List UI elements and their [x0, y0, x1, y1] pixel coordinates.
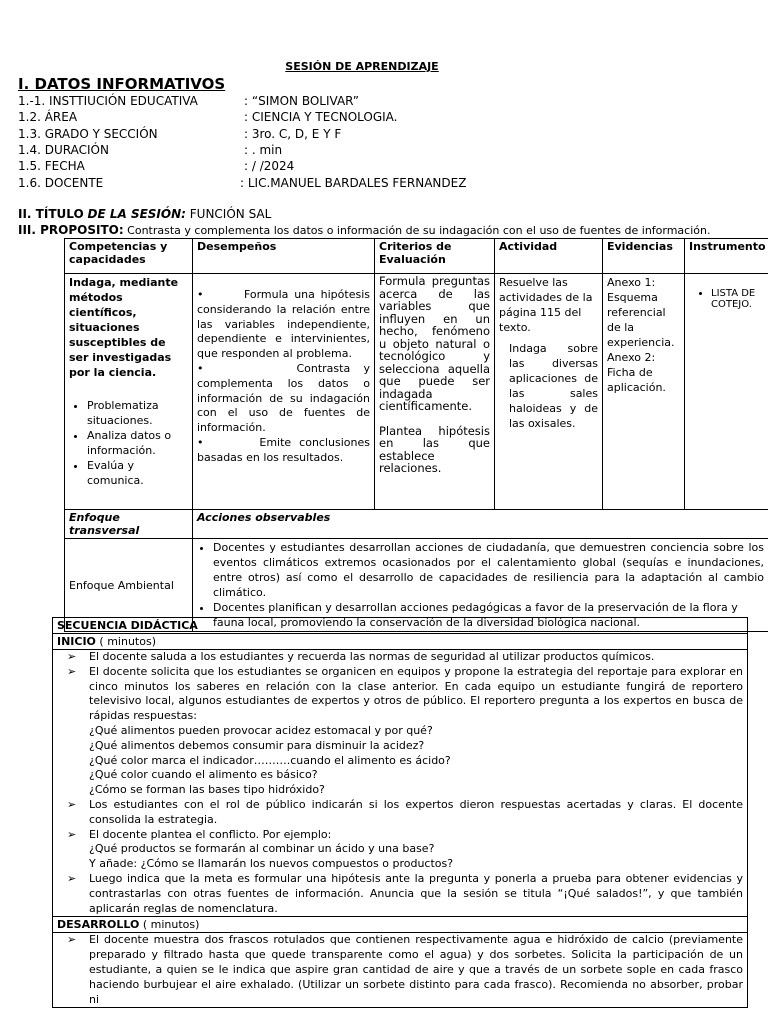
- session-title-value: FUNCIÓN SAL: [185, 207, 272, 221]
- instrumento-item: • LISTA DE COTEJO.: [711, 288, 764, 310]
- header-instrumento: Instrumento: [685, 239, 768, 274]
- inicio-body: [53, 650, 748, 917]
- desarrollo-list: [57, 933, 743, 1007]
- secuencia-table: [52, 617, 748, 1008]
- list-item: • Evalúa y comunica.: [87, 458, 188, 488]
- list-item: ➢ El docente muestra dos frascos rotulados que contienen respectivamente agua e hidróxido de calcio (previamente preparado y filtrado hasta que quede transparente como el agua) y dos sorbetes. Solicita la participación de un estudiante, a quien se le indica que aspire gran cantidad de aire y que a través de un sorbete sople en cada frasco haciendo burbujear el aire exhalado. (Utilizar un sorbete distinto para cada frasco). Recomienda no absorber, probar ni: [67, 933, 743, 1006]
- cell-desempenos: • Formula una hipótesis considerando la relación entre las variables independiente, dependiente e intervinientes, que responden al problema. • Contrasta y complementa los datos o información de su indagación con el uso de fuentes de información. • Emite conclusiones basadas en los resultados.: [193, 274, 375, 510]
- info-value-duracion: : . min: [244, 143, 283, 157]
- list-item: ➢ Luego indica que la meta es formular una hipótesis ante la pregunta y ponerla a prueba para obtener evidencias y contrastarlas con otras fuentes de información. Anuncia que la sesión se titula “¡Qué salados!”, y que también aplicarán reglas de nomenclatura.: [67, 871, 743, 915]
- info-value-fecha: : / /2024: [244, 159, 295, 173]
- table-row: [65, 510, 768, 539]
- header-desempenos: Desempeños: [193, 239, 375, 274]
- header-competencias: Competencias y capacidades: [65, 239, 193, 274]
- list-item: • Problematiza situaciones.: [87, 398, 188, 428]
- cell-competencia: [65, 274, 193, 510]
- section-1-heading: I. DATOS INFORMATIVOS: [18, 75, 226, 93]
- info-value-area: : CIENCIA Y TECNOLOGIA.: [244, 110, 398, 124]
- cell-evidencias: [603, 274, 685, 510]
- info-label-institucion: 1.-1. INSTTIUCIÓN EDUCATIVA: [18, 94, 198, 108]
- cell-criterios: [375, 274, 495, 510]
- list-item: ➢ El docente saluda a los estudiantes y recuerda las normas de seguridad al utilizar productos químicos.: [67, 650, 655, 663]
- info-label-duracion: 1.4. DURACIÓN: [18, 143, 109, 157]
- info-value-docente: : LIC.MANUEL BARDALES FERNANDEZ: [240, 176, 467, 190]
- criterio-1: Formula preguntas acerca de las variables que influyen en un hecho, fenómeno u objeto natural o tecnológico y selecciona aquella que puede ser indagada científicamente.: [379, 274, 490, 413]
- competencia-text: Indaga, mediante métodos científicos, situaciones susceptibles de ser investigadas por la ciencia.: [69, 276, 179, 379]
- section-2-title: II. TÍTULO DE LA SESIÓN: FUNCIÓN SAL: [18, 207, 272, 221]
- table-row: [65, 274, 768, 510]
- header-evidencias: Evidencias: [603, 239, 685, 274]
- desarrollo-header: DESARROLLO ( minutos): [53, 917, 748, 933]
- evidencia-1: Anexo 1: Esquema referencial de la experiencia.: [607, 276, 675, 349]
- header-actividad: Actividad: [495, 239, 603, 274]
- list-item: • Docentes y estudiantes desarrollan acciones de ciudadanía, que demuestren conciencia sobre los eventos climáticos extremos ocasionados por el calentamiento global (sequías e inundaciones, entre otros) así como el desarrollo de capacidades de resiliencia para la adaptación al cambio climático.: [213, 540, 764, 600]
- info-label-fecha: 1.5. FECHA: [18, 159, 85, 173]
- info-label-docente: 1.6. DOCENTE: [18, 176, 104, 190]
- info-value-institucion: : “SIMON BOLIVAR”: [244, 94, 359, 108]
- table-header-row: [65, 239, 768, 274]
- list-item: • Analiza datos o información.: [87, 428, 188, 458]
- desempeno-2: Contrasta y complementa los datos o información de su indagación con el uso de fuentes de información.: [197, 361, 371, 435]
- cell-actividad: [495, 274, 603, 510]
- list-item: • Docentes planifican y desarrollan acciones pedagógicas a favor de la preservación de la flora y fauna local, promoviendo la conservación de la diversidad biológica nacional.: [213, 600, 764, 630]
- evidencia-2: Anexo 2: Ficha de aplicación.: [607, 351, 666, 394]
- secuencia-header: SECUENCIA DIDÁCTICA: [53, 618, 748, 634]
- actividad-2: Indaga sobre las diversas aplicaciones de las sales haloideas y de las oxisales.: [509, 342, 598, 430]
- desempeno-3: Emite conclusiones basadas en los resultados.: [197, 435, 370, 464]
- list-item: ➢ El docente solicita que los estudiantes se organicen en equipos y propone la estrategia del reportaje para explorar en cinco minutos los saberes en relación con la clase anterior. En cada equipo un estudiante fungirá de reportero televisivo local, algunos estudiantes de expertos y otros de público. El reportero pregunta a los expertos en busca de rápidas respuestas: ¿Qué alimentos pueden provocar acidez estomacal y por qué? ¿Qué alimentos debemos consumir para disminuir la acidez? ¿Qué color marca el indicador……….cuando el alimento es ácido? ¿Qué color cuando el alimento es básico? ¿Cómo se forman las bases tipo hidróxido?: [67, 664, 743, 797]
- enfoque-value: Enfoque Ambiental: [65, 539, 193, 632]
- list-item: ➢ El docente plantea el conflicto. Por ejemplo: ¿Qué productos se formarán al combinar un ácido y una base? Y añade: ¿Cómo se llamarán los nuevos compuestos o productos?: [67, 827, 454, 871]
- capacidades-list: [69, 398, 188, 488]
- section-3-proposito: III. PROPOSITO: Contrasta y complementa los datos o información de su indagación con el uso de fuentes de información.: [18, 223, 711, 237]
- info-value-grado: : 3ro. C, D, E Y F: [244, 127, 342, 141]
- actividad-1: Resuelve las actividades de la página 115 del texto.: [499, 276, 593, 334]
- inicio-list: [57, 650, 743, 916]
- cell-instrumento: [685, 274, 768, 510]
- document-title: SESIÓN DE APRENDIZAJE: [285, 60, 439, 73]
- desarrollo-body: [53, 933, 748, 1008]
- info-label-grado: 1.3. GRADO Y SECCIÓN: [18, 127, 158, 141]
- acciones-header: Acciones observables: [193, 510, 768, 539]
- criterio-2: Plantea hipótesis en las que establece relaciones.: [379, 423, 490, 475]
- info-label-area: 1.2. ÁREA: [18, 110, 78, 124]
- enfoque-header: Enfoque transversal: [65, 510, 193, 539]
- header-criterios: Criterios de Evaluación: [375, 239, 495, 274]
- competencias-table: [64, 238, 768, 632]
- list-item: ➢ Los estudiantes con el rol de público indicarán si los expertos dieron respuestas acertadas y claras. El docente consolida la estrategia.: [67, 797, 743, 826]
- desempeno-1: Formula una hipótesis considerando la relación entre las variables independiente, dependiente e intervinientes, que responden al problema.: [197, 288, 370, 361]
- proposito-value: Contrasta y complementa los datos o información de su indagación con el uso de fuentes de información.: [123, 224, 711, 237]
- inicio-header: INICIO ( minutos): [53, 634, 748, 650]
